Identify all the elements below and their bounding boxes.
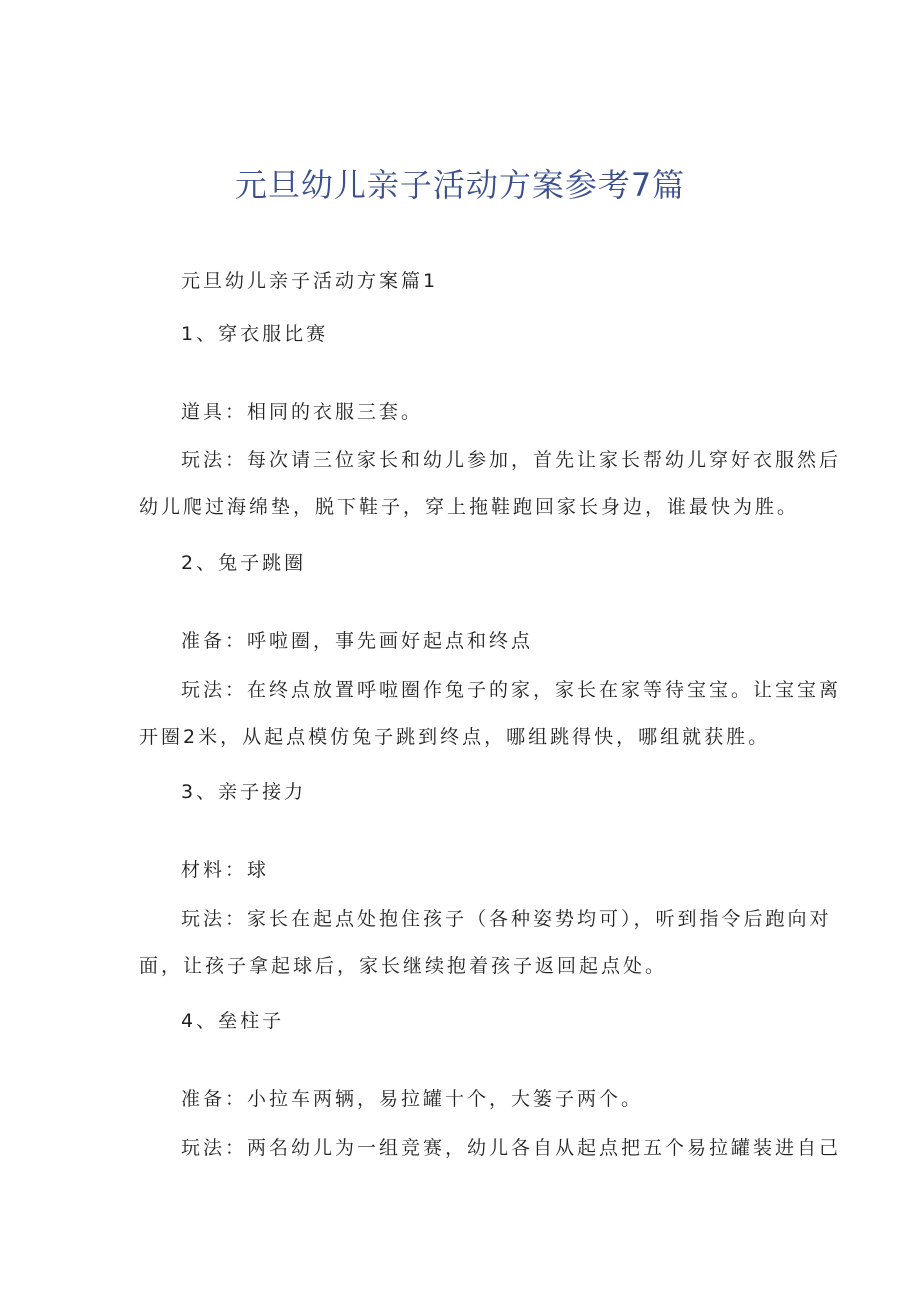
section-heading: 元旦幼儿亲子活动方案篇1	[181, 270, 439, 292]
item-play-line: 玩法：在终点放置呼啦圈作兔子的家，家长在家等待宝宝。让宝宝离	[181, 679, 842, 701]
item-heading: 3、亲子接力	[181, 781, 307, 803]
item-props: 准备：呼啦圈，事先画好起点和终点	[181, 630, 534, 652]
item-play-line: 玩法：家长在起点处抱住孩子（各种姿势均可），听到指令后跑向对	[181, 908, 832, 930]
document-title: 元旦幼儿亲子活动方案参考7篇	[234, 166, 686, 204]
item-play-line: 玩法：两名幼儿为一组竞赛，幼儿各自从起点把五个易拉罐装进自己	[181, 1137, 842, 1159]
item-play-line: 面，让孩子拿起球后，家长继续抱着孩子返回起点处。	[139, 955, 668, 977]
item-play-line: 幼儿爬过海绵垫，脱下鞋子，穿上拖鞋跑回家长身边，谁最快为胜。	[139, 496, 800, 518]
item-heading: 4、垒柱子	[181, 1010, 285, 1032]
item-heading: 2、兔子跳圈	[181, 552, 307, 574]
item-heading: 1、穿衣服比赛	[181, 323, 329, 345]
item-play-line: 玩法：每次请三位家长和幼儿参加，首先让家长帮幼儿穿好衣服然后	[181, 449, 842, 471]
item-play-line: 开圈2米，从起点模仿兔子跳到终点，哪组跳得快，哪组就获胜。	[139, 726, 771, 748]
item-props: 准备：小拉车两辆，易拉罐十个，大篓子两个。	[181, 1088, 644, 1110]
item-props: 道具：相同的衣服三套。	[181, 401, 424, 423]
item-props: 材料：球	[181, 859, 270, 881]
